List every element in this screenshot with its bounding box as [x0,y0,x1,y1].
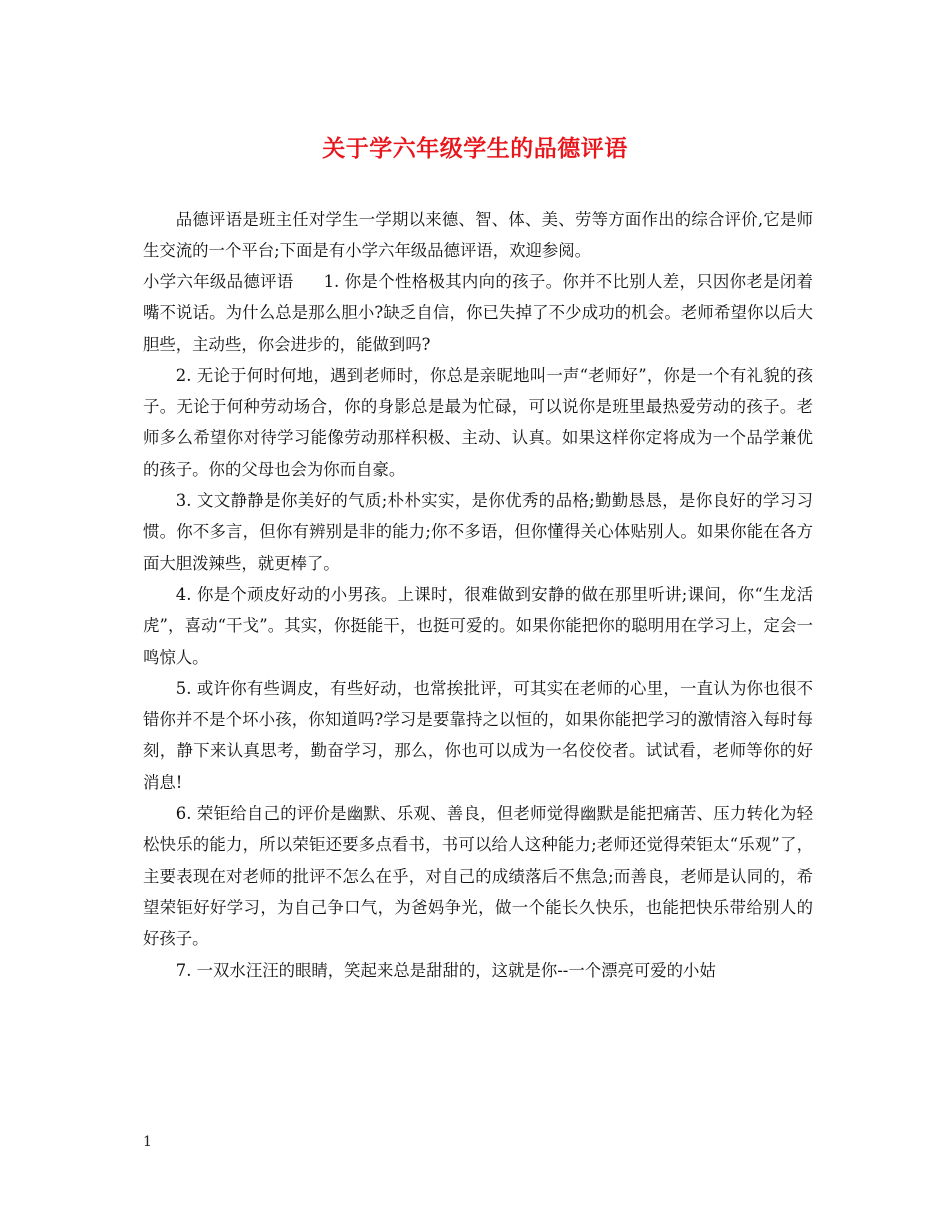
paragraph-item-4: 4. 你是个顽皮好动的小男孩。上课时，很难做到安静的做在那里听讲;课间，你“生龙活虎”，喜动“干戈”。其实，你挺能干，也挺可爱的。如果你能把你的聪明用在学习上，定会一鸣惊人。 [143,584,813,667]
paragraph-item-1 [143,266,813,360]
intro-paragraph: 品德评语是班主任对学生一学期以来德、智、体、美、劳等方面作出的综合评价,它是师生交流的一个平台;下面是有小学六年级品德评语，欢迎参阅。 [143,210,813,260]
paragraph-item-2: 2. 无论于何时何地，遇到老师时，你总是亲昵地叫一声“老师好”，你是一个有礼貌的孩子。无论于何种劳动场合，你的身影总是最为忙碌，可以说你是班里最热爱劳动的孩子。老师多么希望你对待学习能像劳动那样积极、主动、认真。如果这样你定将成为一个品学兼优的孩子。你的父母也会为你而自豪。 [143,365,813,479]
document-title: 关于学六年级学生的品德评语 [322,135,628,162]
paragraph-item-7: 7. 一双水汪汪的眼睛，笑起来总是甜甜的，这就是你--一个漂亮可爱的小姑 [175,960,716,980]
document-body [143,204,813,986]
paragraph-item-5: 5. 或许你有些调皮，有些好动，也常挨批评，可其实在老师的心里，一直认为你也很不错你并不是个坏小孩，你知道吗?学习是要靠持之以恒的，如果你能把学习的激情溶入每时每刻，静下来认真思考，勤奋学习，那么，你也可以成为一名佼佼者。试试看，老师等你的好消息! [143,678,813,792]
paragraph-item-6: 6. 荣钜给自己的评价是幽默、乐观、善良，但老师觉得幽默是能把痛苦、压力转化为轻松快乐的能力，所以荣钜还要多点看书，书可以给人这种能力;老师还觉得荣钜太“乐观”了，主要表现在对老师的批评不怎么在乎，对自己的成绩落后不焦急;而善良，老师是认同的，希望荣钜好好学习，为自己争口气，为爸妈争光，做一个能长久快乐，也能把快乐带给别人的好孩子。 [143,804,813,949]
item-1-text: 1. 你是个性格极其内向的孩子。你并不比别人差，只因你老是闭着嘴不说话。为什么总是那么胆小?缺乏自信，你已失掉了不少成功的机会。老师希望你以后大胆些，主动些，你会进步的，能做到吗? [143,272,813,354]
section-label: 小学六年级品德评语 [143,272,294,291]
paragraph-item-3: 3. 文文静静是你美好的气质;朴朴实实，是你优秀的品格;勤勤恳恳，是你良好的学习习惯。你不多言，但你有辨别是非的能力;你不多语，但你懂得关心体贴别人。如果你能在各方面大胆泼辣些，就更棒了。 [143,491,813,573]
page-number: 1 [143,1134,152,1150]
